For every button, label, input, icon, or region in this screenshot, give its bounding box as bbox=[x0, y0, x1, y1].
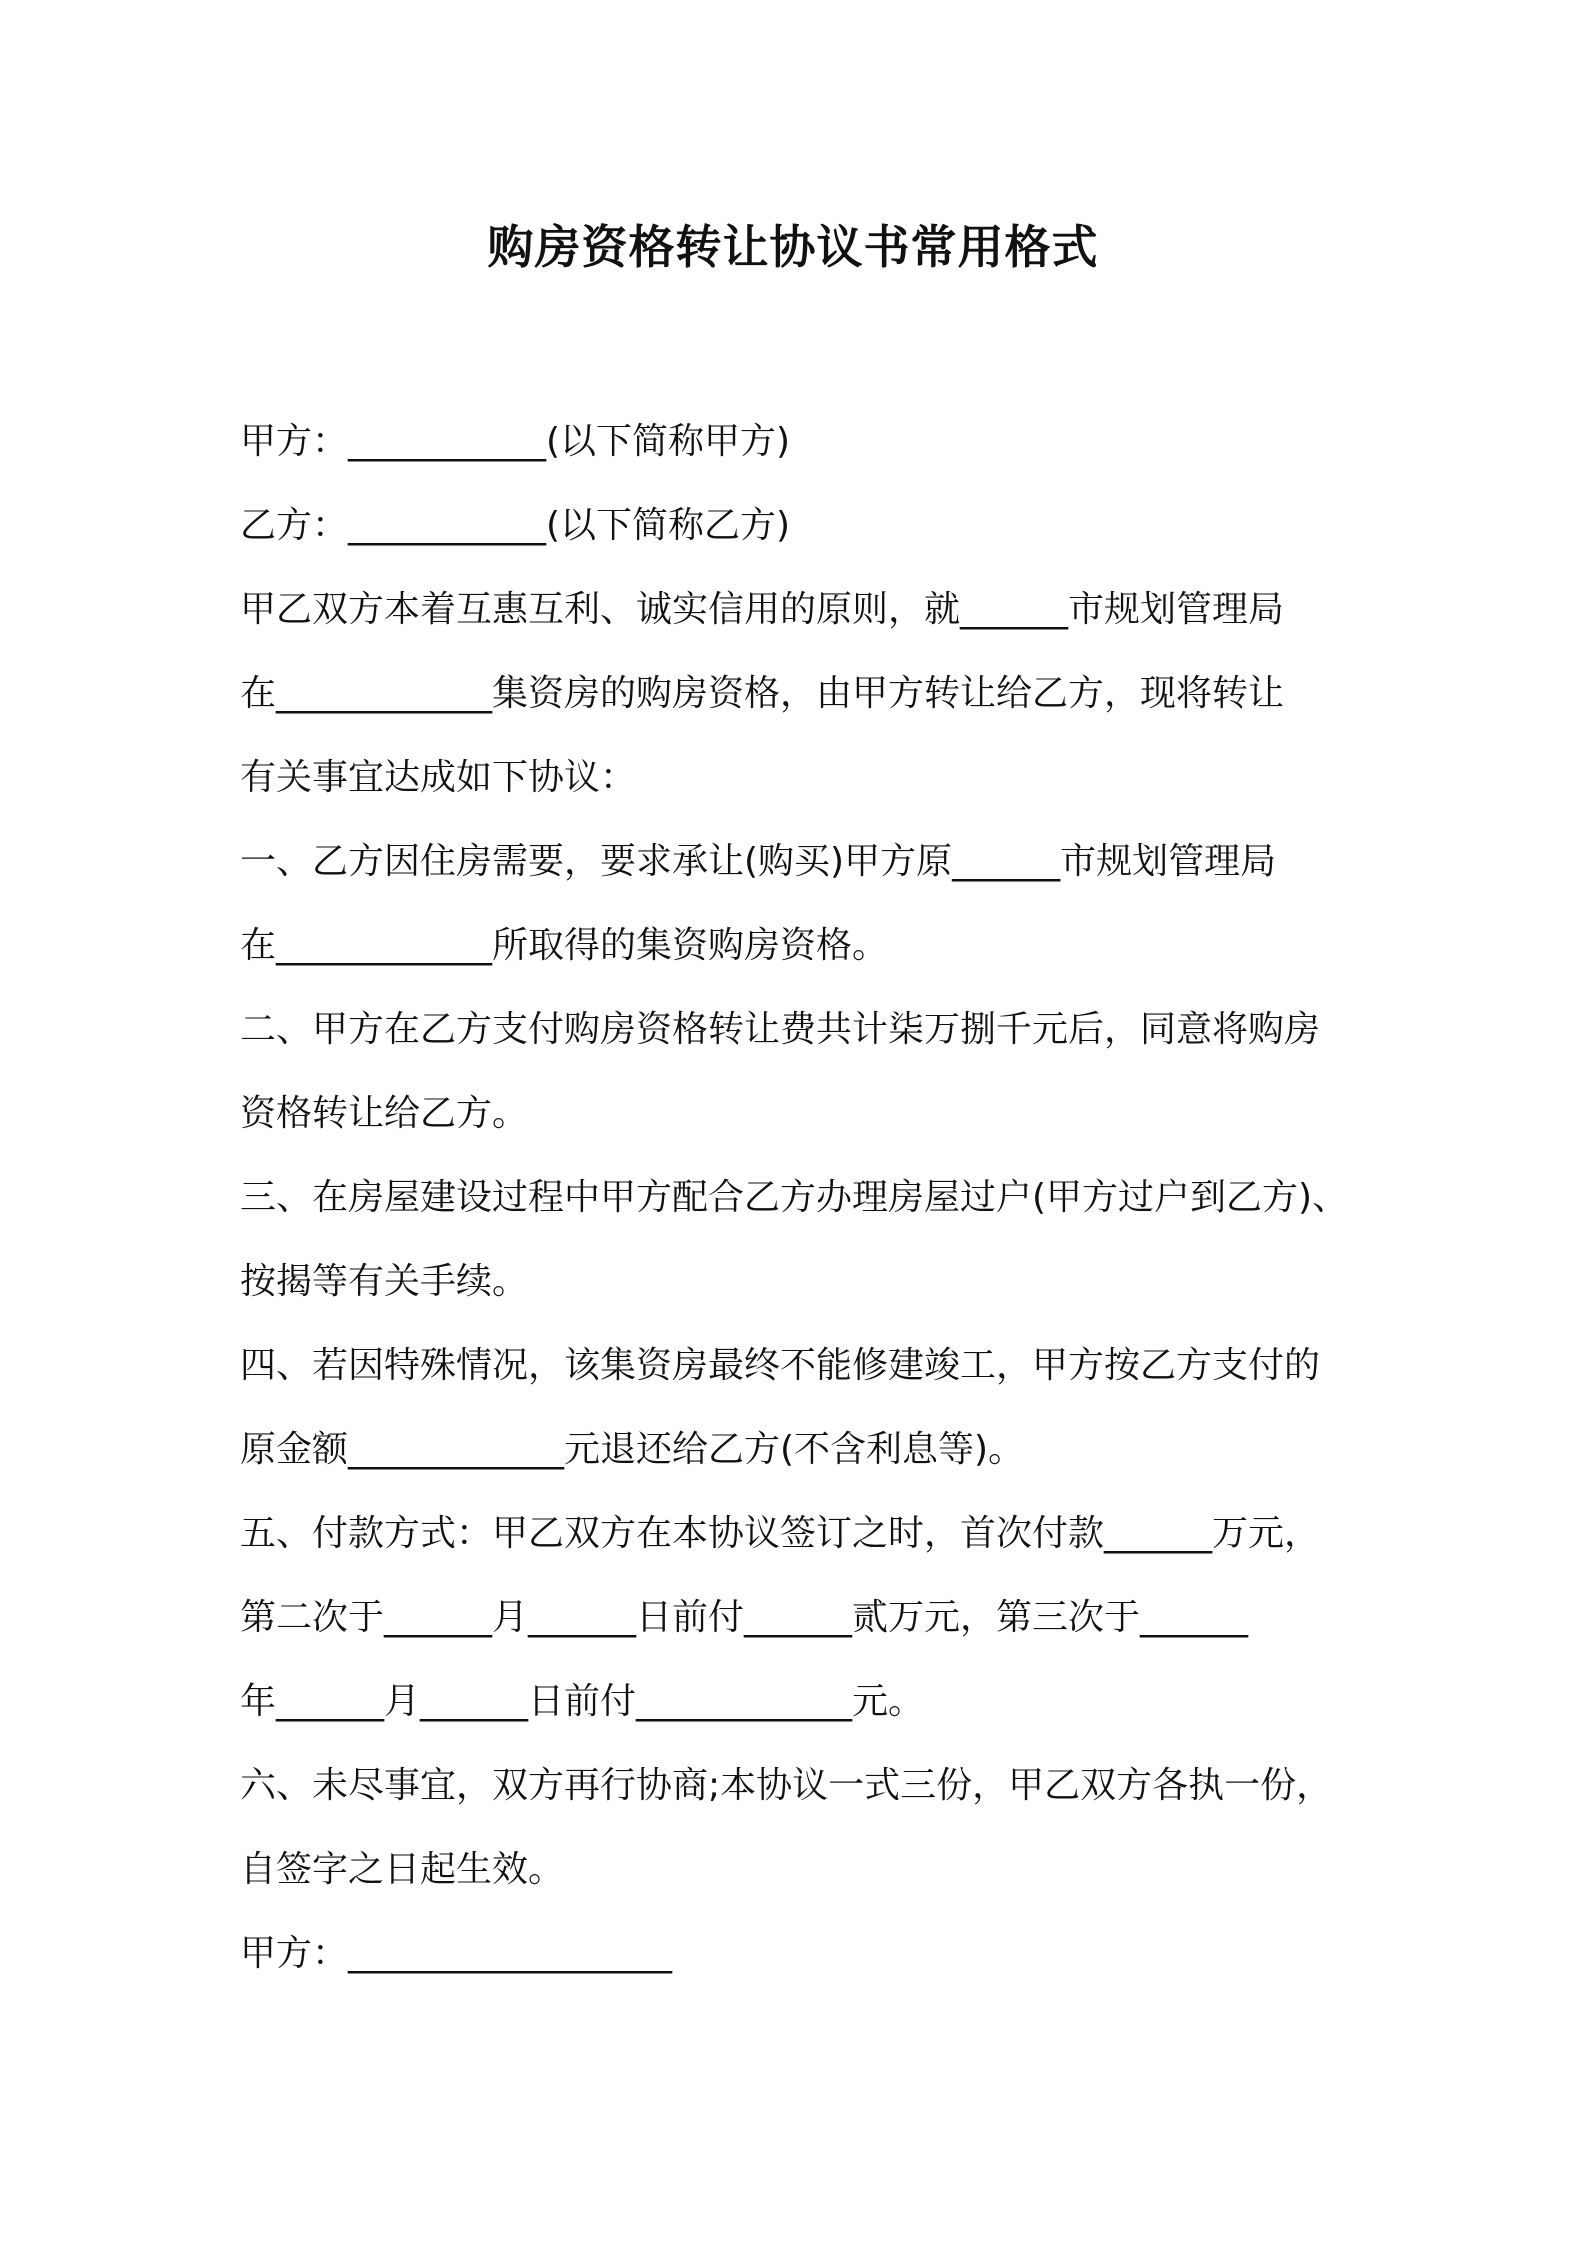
clause-1-line-1: 一、乙方因住房需要，要求承让(购买)甲方原______市规划管理局 bbox=[240, 841, 1277, 882]
document-title: 购房资格转让协议书常用格式 bbox=[487, 220, 1099, 274]
clause-5-line-2: 第二次于______月______日前付______贰万元，第三次于______ bbox=[240, 1597, 1249, 1638]
clause-5-line-3: 年______月______日前付____________元。 bbox=[240, 1681, 925, 1722]
intro-line-2: 在____________集资房的购房资格，由甲方转让给乙方，现将转让 bbox=[240, 673, 1285, 714]
clause-2-line-1: 二、甲方在乙方支付购房资格转让费共计柒万捌千元后，同意将购房 bbox=[240, 1009, 1321, 1050]
clause-3-line-2: 按揭等有关手续。 bbox=[240, 1261, 529, 1302]
clause-5-line-1: 五、付款方式：甲乙双方在本协议签订之时，首次付款______万元， bbox=[240, 1513, 1321, 1554]
clause-2-line-2: 资格转让给乙方。 bbox=[240, 1093, 529, 1134]
clause-4-line-1: 四、若因特殊情况，该集资房最终不能修建竣工，甲方按乙方支付的 bbox=[240, 1345, 1321, 1386]
clause-4-line-2: 原金额____________元退还给乙方(不含利息等)。 bbox=[240, 1429, 1025, 1470]
clause-3-line-1: 三、在房屋建设过程中甲方配合乙方办理房屋过户(甲方过户到乙方)、 bbox=[240, 1177, 1349, 1218]
party-b-line: 乙方：___________(以下简称乙方) bbox=[240, 505, 791, 546]
clause-1-line-2: 在____________所取得的集资购房资格。 bbox=[240, 925, 889, 966]
document-body bbox=[240, 400, 1390, 1996]
clause-6-line-2: 自签字之日起生效。 bbox=[240, 1849, 565, 1890]
clause-6-line-1: 六、未尽事宜，双方再行协商;本协议一式三份，甲乙双方各执一份， bbox=[240, 1765, 1333, 1806]
intro-line-3: 有关事宜达成如下协议： bbox=[240, 757, 637, 798]
signature-party-a-line: 甲方：__________________ bbox=[240, 1933, 673, 1974]
party-a-line: 甲方：___________(以下简称甲方) bbox=[240, 421, 791, 462]
intro-line-1: 甲乙双方本着互惠互利、诚实信用的原则，就______市规划管理局 bbox=[240, 589, 1285, 630]
